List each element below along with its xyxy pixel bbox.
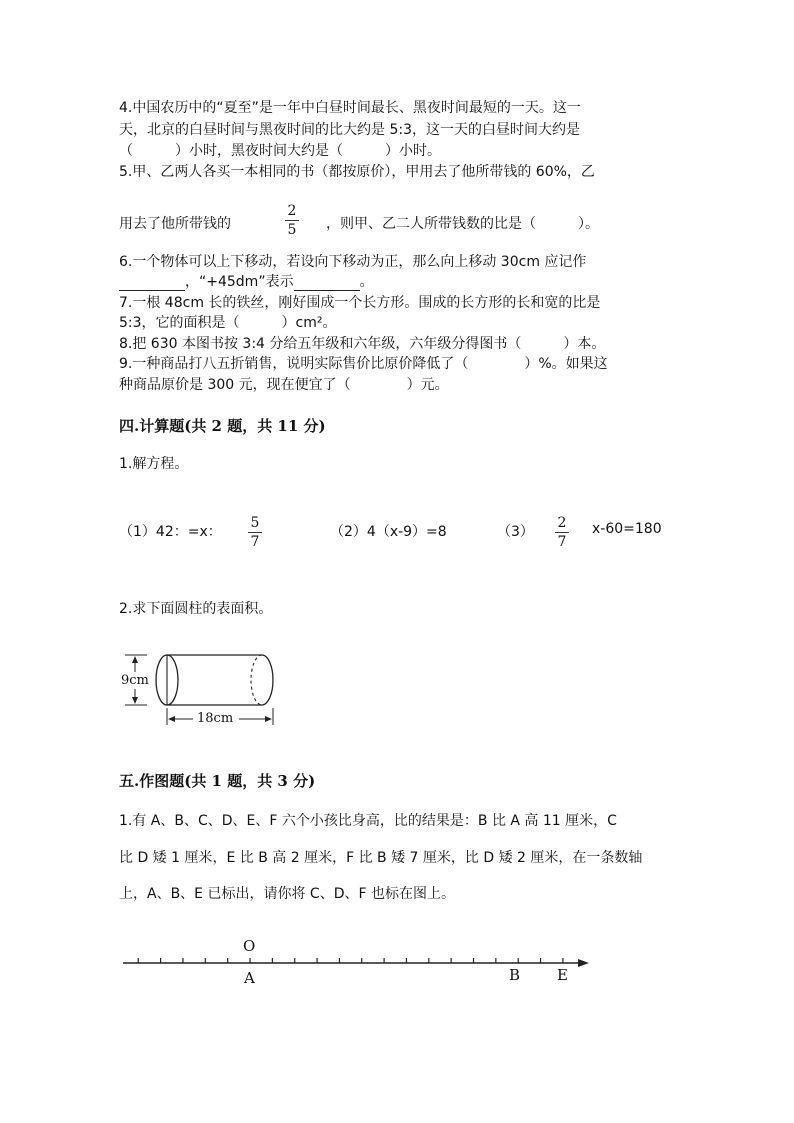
q4-line1: 4.中国农历中的“夏至”是一年中白昼时间最长、黑夜时间最短的一天。这一 <box>119 100 581 116</box>
cylinder-height-label: 9cm <box>121 673 149 688</box>
section5-q1-line2: 比 D 矮 1 厘米，E 比 B 高 2 厘米，F 比 B 矮 7 厘米，比 D 矮 2 厘米，在一条数轴 <box>119 850 643 866</box>
q7-line1: 7.一根 48cm 长的铁丝，刚好围成一个长方形。围成的长方形的长和宽的比是 <box>119 295 601 311</box>
section5-title: 五.作图题(共 1 题，共 3 分) <box>119 772 316 790</box>
q4-line2: 天，北京的白昼时间与黑夜时间的比大约是 5:3，这一天的白昼时间大约是 <box>119 122 580 138</box>
q5-fraction-denominator: 5 <box>287 222 297 238</box>
q5-line1: 5.甲、乙两人各买一本相同的书（都按原价），甲用去了他所带钱的 60%，乙 <box>119 164 595 180</box>
section4-title: 四.计算题(共 2 题，共 11 分) <box>119 417 326 435</box>
eq3-suffix: x-60=180 <box>592 521 662 537</box>
section4-q2-title: 2.求下面圆柱的表面积。 <box>119 601 273 617</box>
number-line-label-b: B <box>509 966 521 984</box>
eq1-fraction <box>248 515 262 550</box>
number-line-label-e: E <box>557 966 568 984</box>
section4-q1-title: 1.解方程。 <box>119 456 189 472</box>
eq1-prefix: （1）42：=x： <box>119 524 222 540</box>
q6-blank-1[interactable] <box>119 274 185 291</box>
eq3-fraction <box>555 515 569 550</box>
q6-line2 <box>119 271 374 291</box>
q9-line2: 种商品原价是 300 元，现在便宜了（ ）元。 <box>119 377 449 393</box>
eq2: （2）4（x-9）=8 <box>330 524 447 540</box>
section5-q1-line3: 上，A、B、E 已标出，请你将 C、D、F 也标在图上。 <box>119 886 455 902</box>
eq1-fraction-denominator: 7 <box>250 534 260 550</box>
eq3-prefix: （3） <box>497 524 534 540</box>
number-line-arrow <box>578 959 589 967</box>
q7-line2: 5:3，它的面积是（ ）cm²。 <box>119 315 337 331</box>
cylinder-length-label: 18cm <box>197 711 234 726</box>
eq3-fraction-denominator: 7 <box>557 534 567 550</box>
number-line-origin-label: O <box>243 937 256 955</box>
q4-line3: （ ）小时，黑夜时间大约是（ ）小时。 <box>119 143 441 159</box>
eq3-fraction-numerator: 2 <box>557 515 567 531</box>
q8-line1: 8.把 630 本图书按 3:4 分给五年级和六年级，六年级分得图书（ ）本。 <box>119 336 606 352</box>
q5-line2-before: 用去了他所带钱的 <box>119 216 231 232</box>
q9-line1: 9.一种商品打八五折销售，说明实际售价比原价降低了（ ）%。如果这 <box>119 356 608 372</box>
q6-blank-2[interactable] <box>294 274 360 291</box>
eq1-fraction-numerator: 5 <box>250 515 260 531</box>
q5-fraction <box>285 203 299 238</box>
number-line-label-a: A <box>244 969 255 987</box>
q5-fraction-numerator: 2 <box>287 203 297 219</box>
number-line <box>115 935 595 995</box>
section5-q1-line1: 1.有 A、B、C、D、E、F 六个小孩比身高，比的结果是：B 比 A 高 11 厘米，C <box>119 813 617 829</box>
q6-line1: 6.一个物体可以上下移动，若设向下移动为正，那么向上移动 30cm 应记作 <box>119 254 587 270</box>
q6-line2-end: 。 <box>359 274 374 290</box>
q5-line2-after: ，则甲、乙二人所带钱数的比是（ ）。 <box>326 216 599 232</box>
q6-line2-mid: ，“+45dm”表示 <box>185 274 294 290</box>
